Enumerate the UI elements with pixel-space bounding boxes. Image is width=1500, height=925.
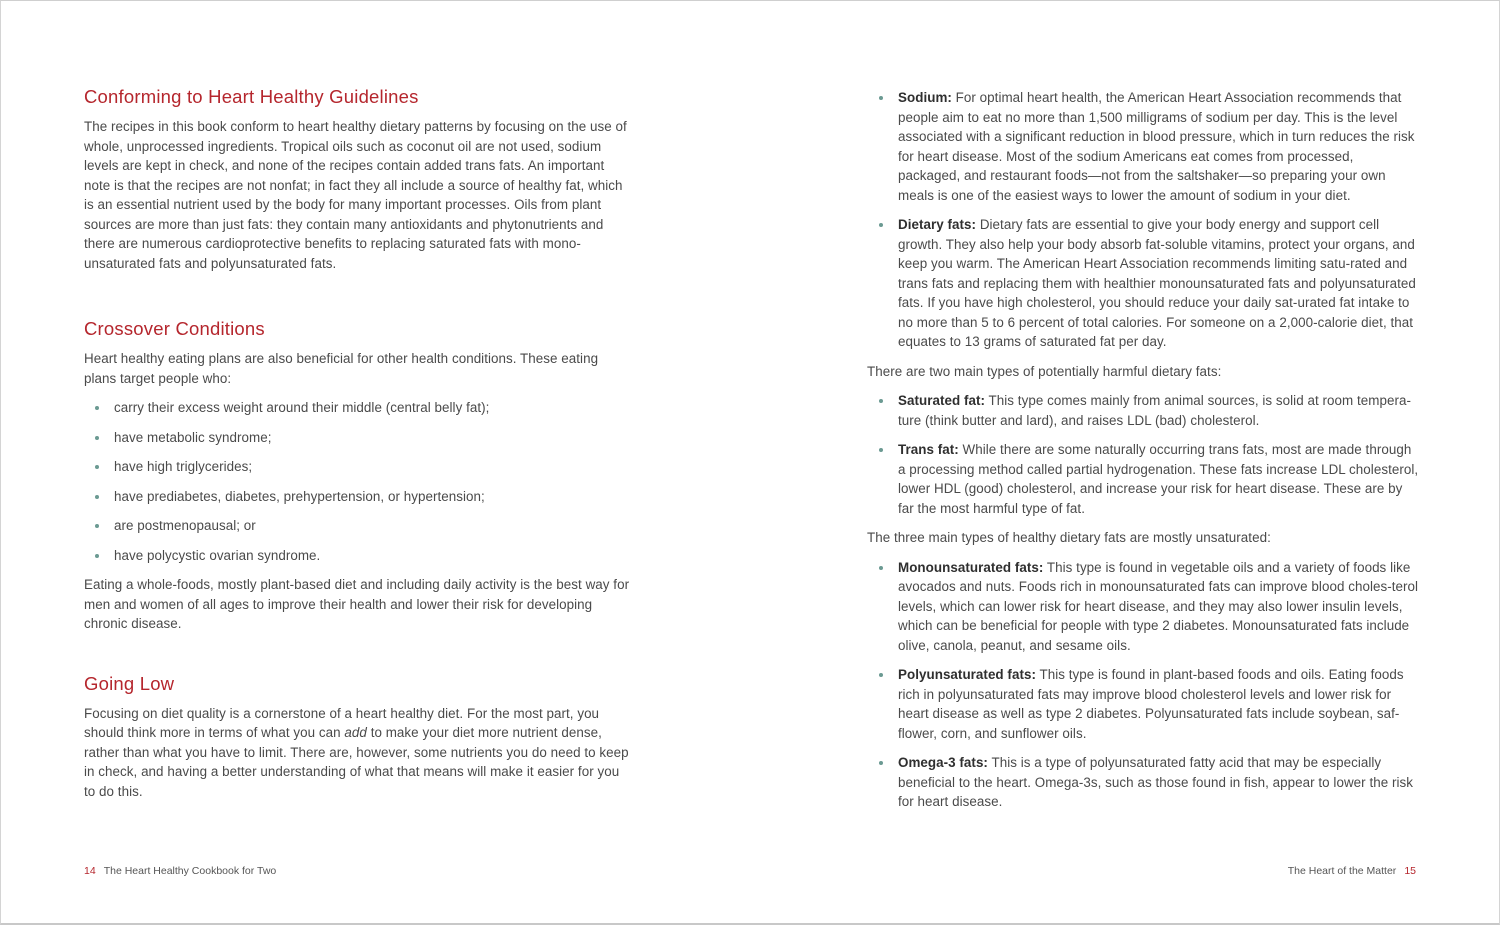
heading-going-low: Going Low: [84, 672, 175, 694]
list-item-text: carry their excess weight around their middle (central belly fat);: [114, 400, 490, 415]
section-spacer: [84, 644, 632, 672]
paragraph-healthy-intro: The three main types of healthy dietary fats are mostly unsaturated:: [867, 530, 1271, 545]
list-item-text: have metabolic syndrome;: [114, 429, 272, 445]
paragraph-harmful-intro: There are two main types of potentially harmful dietary fats:: [867, 363, 1222, 379]
bullet-icon: [95, 524, 99, 528]
nutrient-list: [867, 88, 1419, 352]
section-spacer: [84, 283, 632, 317]
list-item: [84, 487, 632, 507]
bullet-icon: [879, 673, 883, 677]
list-item-monounsaturated: [867, 558, 1419, 656]
term-label: Dietary fats:: [898, 217, 977, 232]
harmful-fats-list: [867, 391, 1419, 518]
bullet-icon: [879, 223, 883, 227]
paragraph-conforming-guidelines: The recipes in this book conform to heart healthy dietary patterns by focusing on the use of whole, unprocessed ingredients. Tropical oils such as coconut oil are not used, sodium levels are kept in check, and none of the recipes contain added trans fats. An important note is that the recipes are not nonfat; in fact they all include a source of healthy fat, which is an essential nutrient used by the body for many important processes. Oils from plant sources are more than just fats: they contain many antioxidants and phytonutrients and there are numerous cardioprotective benefits to replacing saturated fats with mono-unsaturated fats and polyunsaturated fats.: [84, 119, 627, 271]
right-page-column: [867, 88, 1419, 822]
running-title: The Heart of the Matter: [1287, 865, 1397, 877]
left-folio: [84, 864, 276, 878]
running-title: The Heart Healthy Cookbook for Two: [103, 865, 277, 877]
list-item-polyunsaturated: [867, 665, 1419, 743]
paragraph-crossover-intro: Heart healthy eating plans are also beneficial for other health conditions. These eating plans target people who:: [84, 351, 599, 386]
list-item-text: This type is found in plant-based foods and oils. Eating foods rich in polyunsaturated fats may improve blood cholesterol levels and lower risk for heart disease as well as type 2 diabetes. Polyunsaturated fats include soybean, saf-flower, corn, and sunflower oils.: [898, 667, 1404, 741]
bullet-icon: [95, 495, 99, 499]
right-page: [750, 1, 1499, 923]
term-label: Sodium:: [898, 90, 952, 105]
bullet-icon: [95, 465, 99, 469]
list-item-dietary-fats: [867, 215, 1419, 352]
list-item-text: While there are some naturally occurring trans fats, most are made through a processing method called partial hydrogenation. These fats increase LDL cholesterol, lower HDL (good) cholesterol, and increase your risk for heart disease. These are by far the most harmful type of fat.: [898, 442, 1419, 516]
bullet-icon: [879, 566, 883, 570]
list-item-text: have polycystic ovarian syndrome.: [114, 547, 321, 563]
list-item-text: This is a type of polyunsaturated fatty acid that may be especially beneficial to the heart. Omega-3s, such as those found in fish, appear to lower the risk for heart disease.: [898, 755, 1414, 809]
paragraph-text: to make your diet more nutrient dense, rather than what you have to limit. There are, however, some nutrients you do need to keep in check, and having a better understanding of what that means will make it easier for you to do this.: [84, 725, 629, 799]
list-item-trans-fat: [867, 440, 1419, 518]
list-item: [84, 516, 632, 536]
term-label: Omega-3 fats:: [898, 755, 988, 770]
bullet-icon: [879, 96, 883, 100]
left-page: [1, 1, 750, 923]
healthy-fats-list: [867, 558, 1419, 812]
term-label: Trans fat:: [898, 442, 959, 457]
paragraph-going-low: [84, 704, 632, 802]
paragraph-text: Focusing on diet quality is a cornerstone of a heart healthy diet. For the most part, you should think more in terms of what you can: [84, 705, 600, 740]
paragraph-crossover-outro: Eating a whole-foods, mostly plant-based diet and including daily activity is the best way for men and women of all ages to improve their health and lower their risk for developing chronic disease.: [84, 577, 630, 631]
list-item-omega-3: [867, 753, 1419, 812]
list-item-text: are postmenopausal; or: [114, 518, 256, 533]
list-item-text: This type comes mainly from animal sources, is solid at room tempera-ture (think butter and lard), and raises LDL (bad) cholesterol.: [898, 393, 1411, 428]
page-number: 15: [1404, 865, 1416, 877]
right-folio: [1288, 864, 1416, 878]
list-item-text: For optimal heart health, the American Heart Association recommends that people aim to eat no more than 1,500 milligrams of sodium per day. This is the level associated with a significant reduction in blood pressure, which in turn reduces the risk for heart disease. Most of the sodium Americans eat comes from processed, packaged, and restaurant foods—not from the saltshaker—so preparing your own meals is one of the easiest ways to lower the amount of sodium in your diet.: [898, 90, 1415, 203]
heading-crossover-conditions: Crossover Conditions: [84, 318, 265, 339]
list-item-text: have high triglycerides;: [114, 459, 253, 474]
list-item-text: This type is found in vegetable oils and a variety of foods like avocados and nuts. Foods rich in monounsaturated fats can improve blood choles-terol levels, which can lower risk for heart disease, and they may also lower insulin levels, which can be beneficial for people with type 2 diabetes. Monounsaturated fats include olive, canola, peanut, and sesame oils.: [898, 559, 1419, 653]
term-label: Monounsaturated fats:: [898, 559, 1044, 575]
list-item-sodium: [867, 88, 1419, 205]
term-label: Saturated fat:: [898, 393, 986, 408]
heading-conforming-guidelines: Conforming to Heart Healthy Guidelines: [84, 86, 419, 107]
bullet-icon: [879, 761, 883, 765]
list-item: [84, 546, 632, 566]
list-item-text: Dietary fats are essential to give your body energy and support cell growth. They also help your body absorb fat-soluble vitamins, protect your organs, and keep you warm. The American Heart Association recommends limiting satu-rated and trans fats and replacing them with healthier monounsaturated fats and polyunsaturated fats. If you have high cholesterol, you should reduce your daily sat-urated fat intake to no more than 5 to 6 percent of total calories. For someone on a 2,000-calorie diet, that equates to 13 grams of saturated fat per day.: [898, 217, 1416, 349]
bullet-icon: [879, 448, 883, 452]
list-item: [84, 398, 632, 418]
list-item-saturated-fat: [867, 391, 1419, 430]
bullet-icon: [95, 406, 99, 410]
list-item-text: have prediabetes, diabetes, prehypertension, or hypertension;: [114, 488, 485, 504]
left-page-column: [84, 85, 632, 811]
list-item: [84, 457, 632, 477]
emphasis-add: add: [344, 725, 367, 740]
bullet-icon: [879, 399, 883, 403]
term-label: Polyunsaturated fats:: [898, 667, 1036, 682]
page-number: 14: [84, 865, 96, 877]
list-item: [84, 428, 632, 448]
bullet-icon: [95, 554, 99, 558]
bullet-icon: [95, 436, 99, 440]
crossover-conditions-list: [84, 398, 632, 565]
